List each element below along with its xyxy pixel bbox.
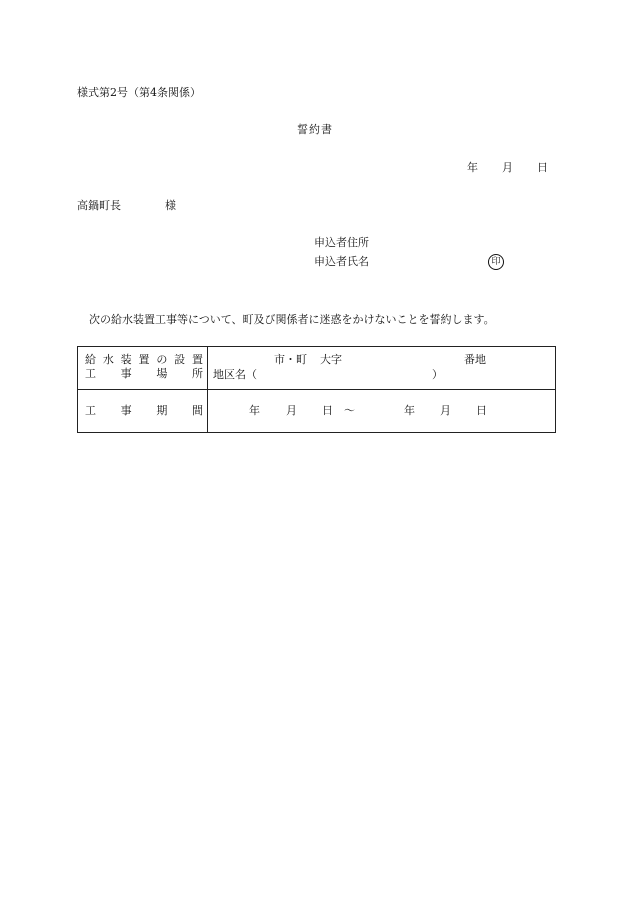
- location-city: 市・町: [274, 353, 307, 366]
- label-char: 置: [191, 353, 203, 366]
- location-district-close: ）: [432, 368, 443, 381]
- table-row-location: [78, 347, 556, 390]
- location-label-cell: [78, 347, 208, 390]
- applicant-address-label: 申込者住所: [314, 236, 369, 249]
- label-char: 設: [174, 353, 186, 366]
- pledge-table: [77, 346, 556, 433]
- location-banchi: 番地: [464, 353, 486, 366]
- period-start-year: 年: [249, 404, 260, 417]
- applicant-name-label: 申込者氏名: [314, 255, 369, 268]
- label-char: 置: [138, 353, 150, 366]
- period-value-cell: [208, 390, 556, 433]
- period-separator: ～: [344, 404, 355, 417]
- period-label-cell: [78, 390, 208, 433]
- date-line: [467, 161, 548, 175]
- document-title: 誓約書: [297, 123, 333, 136]
- pledge-text: 次の給水装置工事等について、町及び関係者に迷惑をかけないことを誓約します。: [89, 313, 495, 326]
- date-year-label: 年: [467, 161, 478, 174]
- date-month-label: 月: [502, 161, 513, 174]
- label-char: 給: [85, 353, 96, 366]
- addressee: 高鍋町長 様: [77, 199, 176, 212]
- seal-mark: 印: [488, 254, 504, 270]
- period-start-month: 月: [286, 404, 297, 417]
- label-char: 期: [156, 404, 168, 417]
- period-end-year: 年: [404, 404, 415, 417]
- label-char: 工: [85, 404, 96, 417]
- form-number: 様式第2号（第4条関係）: [77, 86, 201, 99]
- label-char: 場: [156, 367, 168, 380]
- period-end-month: 月: [440, 404, 451, 417]
- date-day-label: 日: [537, 161, 548, 174]
- period-end-day: 日: [476, 404, 487, 417]
- label-char: 装: [120, 353, 132, 366]
- label-char: 間: [191, 404, 203, 417]
- location-district: 地区名（: [213, 368, 257, 381]
- label-char: 所: [191, 367, 203, 380]
- label-char: 事: [120, 367, 132, 380]
- label-char: 工: [85, 367, 96, 380]
- label-char: 水: [102, 353, 114, 366]
- location-label-line2: [78, 367, 207, 381]
- table-row-period: [78, 390, 556, 433]
- period-label-line: [78, 404, 207, 418]
- location-value-cell: [208, 347, 556, 390]
- period-start-day: 日: [322, 404, 333, 417]
- label-char: の: [156, 353, 168, 366]
- location-oaza: 大字: [320, 353, 342, 366]
- location-label-line1: [78, 353, 207, 367]
- label-char: 事: [120, 404, 132, 417]
